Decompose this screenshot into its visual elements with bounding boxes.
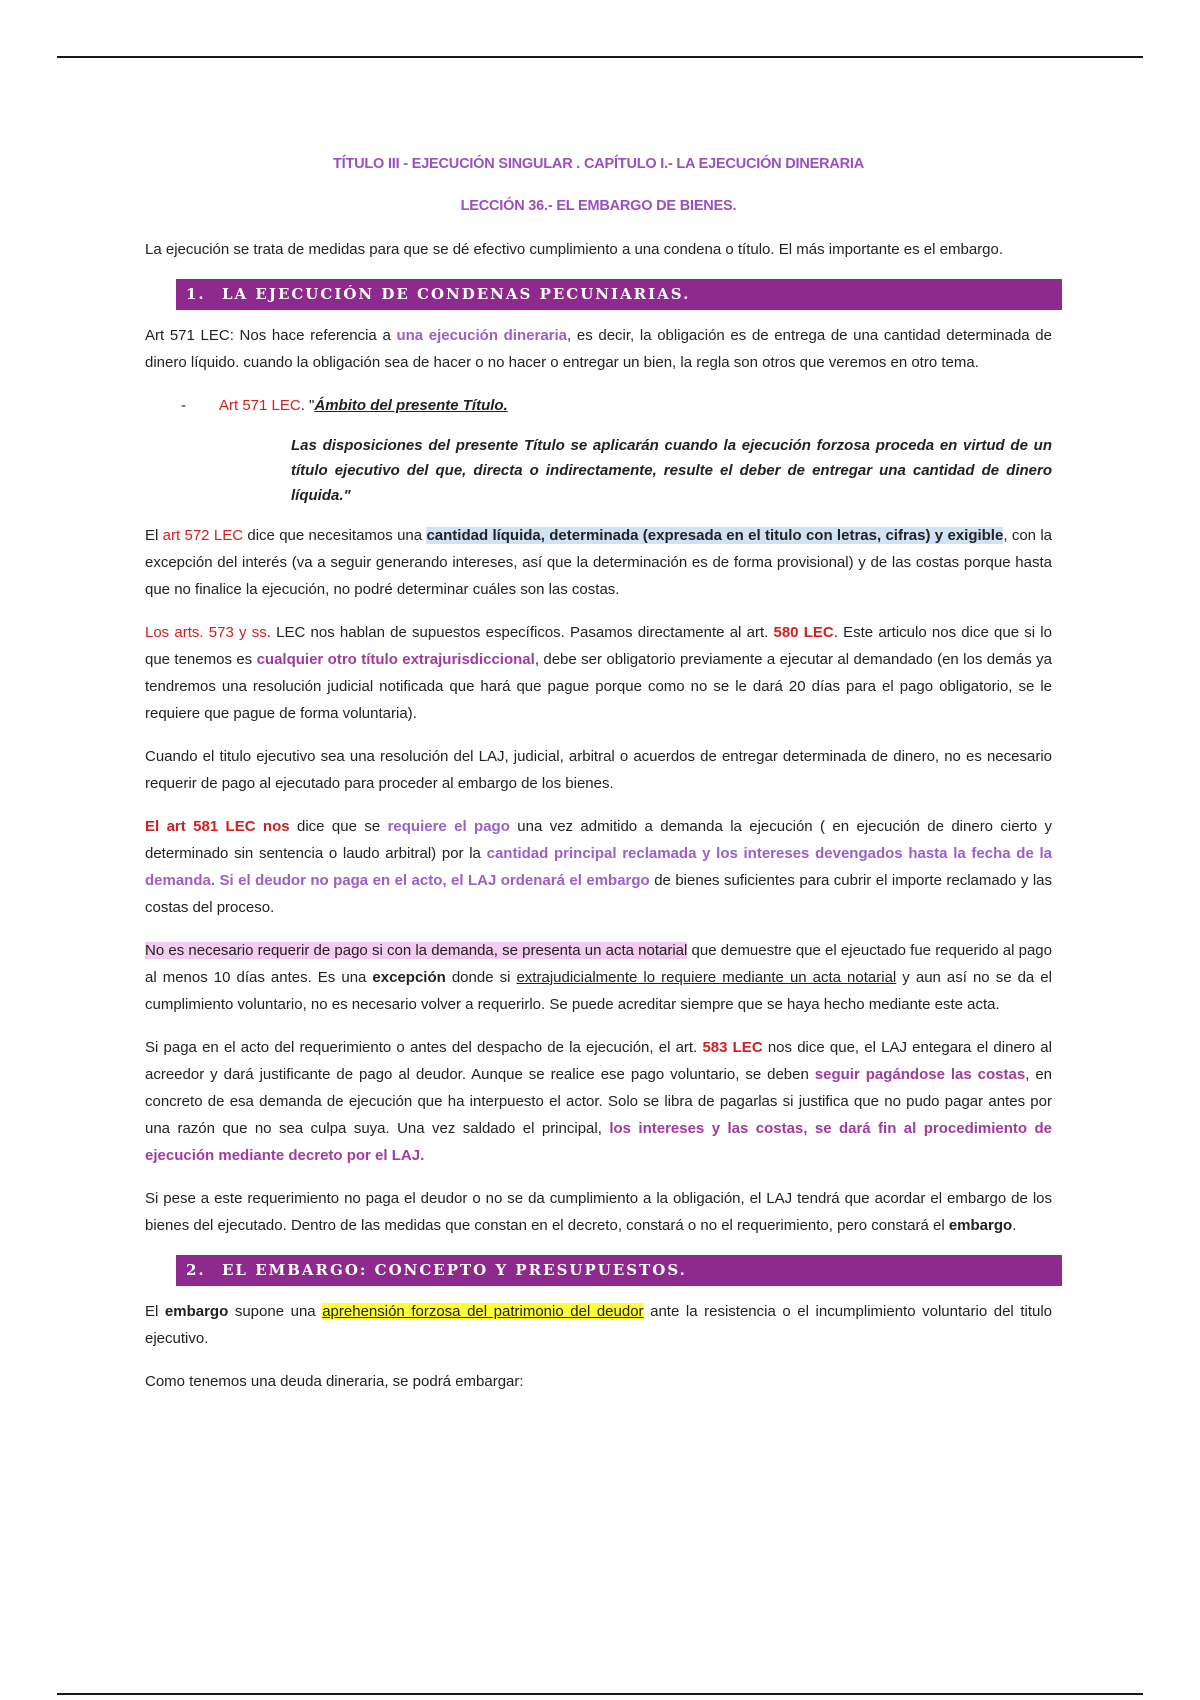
section-1-number: 1. — [186, 285, 206, 303]
section-2-number: 2. — [186, 1261, 206, 1279]
paragraph-art-583: Si paga en el acto del requerimiento o antes del despacho de la ejecución, el art. 583 LEC nos dice que, el LAJ entegara el dinero al acreedor y dará justificante de pago al deudor. Aunque se realice ese pago voluntario, se deben seguir pagándose las costas, en concreto de esa demanda de ejecución que ha interpuesto el actor. Solo se libra de pagarlas si justifica que no pudo pagar antes por una razón que no sea culpa suya. Una vez saldado el principal, los intereses y las costas, se dará fin al procedimiento de ejecución mediante decreto por el LAJ. — [145, 1039, 1053, 1164]
paragraph-art-573: Los arts. 573 y ss. LEC nos hablan de supuestos específicos. Pasamos directamente al art. 580 LEC. Este articulo nos dice que si lo que tenemos es cualquier otro título extrajurisdiccional, debe ser obligatorio previamente a ejecutar al demandado (en los demás ya tendremos una resolución judicial notificada que hará que pague porque como no se le dará 20 días para el pago obligatorio, se le requiere que pague de forma voluntaria). — [145, 624, 1052, 722]
bullet-dash: - — [181, 397, 186, 414]
paragraph-embargo-concepto: El embargo supone una aprehensión forzosa del patrimonio del deudor ante la resistencia o el incumplimiento voluntario del titulo ejecutivo. — [145, 1303, 1052, 1347]
bottom-rule — [57, 1693, 1143, 1695]
section-2-heading — [176, 1255, 1062, 1286]
paragraph-art-572: El art 572 LEC dice que necesitamos una cantidad líquida, determinada (expresada en el titulo con letras, cifras) y exigible, con la excepción del interés (va a seguir generando intereses, así que la determinación es de forma provisional) y de las costas porque hasta que no finalice la ejecución, no podré determinar cuáles son las costas. — [145, 527, 1053, 598]
paragraph-art-581: El art 581 LEC nos dice que se requiere el pago una vez admitido a demanda la ejecución ( en ejecución de dinero cierto y determinado sin sentencia o laudo arbitral) por la cantidad principal reclamada y los intereses devengados hasta la fecha de la demanda. Si el deudor no paga en el acto, el LAJ ordenará el embargo de bienes suficientes para cubrir el importe reclamado y las costas del proceso. — [145, 818, 1052, 916]
bullet-art-571: - Art 571 LEC. "Ámbito del presente Título. — [145, 392, 1052, 419]
paragraph-embargo-decreto: Si pese a este requerimiento no paga el deudor o no se da cumplimiento a la obligación, el LAJ tendrá que acordar el embargo de los bienes del ejecutado. Dentro de las medidas que constan en el decreto, constará o no el requerimiento, pero constará el embargo. — [145, 1190, 1052, 1234]
paragraph-art-571: Art 571 LEC: Nos hace referencia a una ejecución dineraria, es decir, la obligación es de entrega de una cantidad determinada de dinero líquido. cuando la obligación sea de hacer o no hacer o entregar un bien, la regla son otros que veremos en otro tema. — [145, 327, 1052, 371]
paragraph-titulo-ejecutivo: Cuando el titulo ejecutivo sea una resolución del LAJ, judicial, arbitral o acuerdos de entregar determinada de dinero, no es necesario requerir de pago al ejecutado para proceder al embargo de los bienes. — [145, 748, 1052, 792]
section-1-heading — [176, 279, 1062, 310]
top-rule — [57, 56, 1143, 58]
section-2-title: EL EMBARGO: CONCEPTO Y PRESUPUESTOS. — [222, 1261, 687, 1279]
lesson-title: LECCIÓN 36.- EL EMBARGO DE BIENES. — [460, 198, 737, 214]
paragraph-acta-notarial: No es necesario requerir de pago si con la demanda, se presenta un acta notarial que demuestre que el ejeuctado fue requerido al pago al menos 10 días antes. Es una excepción donde si extrajudicialmente lo requiere mediante un acta notarial y aun así no se da el cumplimiento voluntario, no es necesario volver a requerirlo. Se puede acreditar siempre que se haya hecho mediante este acta. — [145, 942, 1052, 1013]
intro-paragraph: La ejecución se trata de medidas para que se dé efectivo cumplimiento a una condena o título. El más importante es el embargo. — [145, 241, 1004, 258]
document-title: TÍTULO III - EJECUCIÓN SINGULAR . CAPÍTULO I.- LA EJECUCIÓN DINERARIA — [332, 156, 865, 172]
section-1-title: LA EJECUCIÓN DE CONDENAS PECUNIARIAS. — [222, 285, 691, 303]
quote-art-571: Las disposiciones del presente Título se aplicarán cuando la ejecución forzosa proceda en virtud de un título ejecutivo del que, directa o indirectamente, resulte el deber de entregar una cantidad de dinero líquida." — [291, 437, 1052, 504]
document-page — [145, 156, 1052, 1411]
paragraph-deuda-dineraria: Como tenemos una deuda dineraria, se podrá embargar: — [145, 1373, 524, 1390]
